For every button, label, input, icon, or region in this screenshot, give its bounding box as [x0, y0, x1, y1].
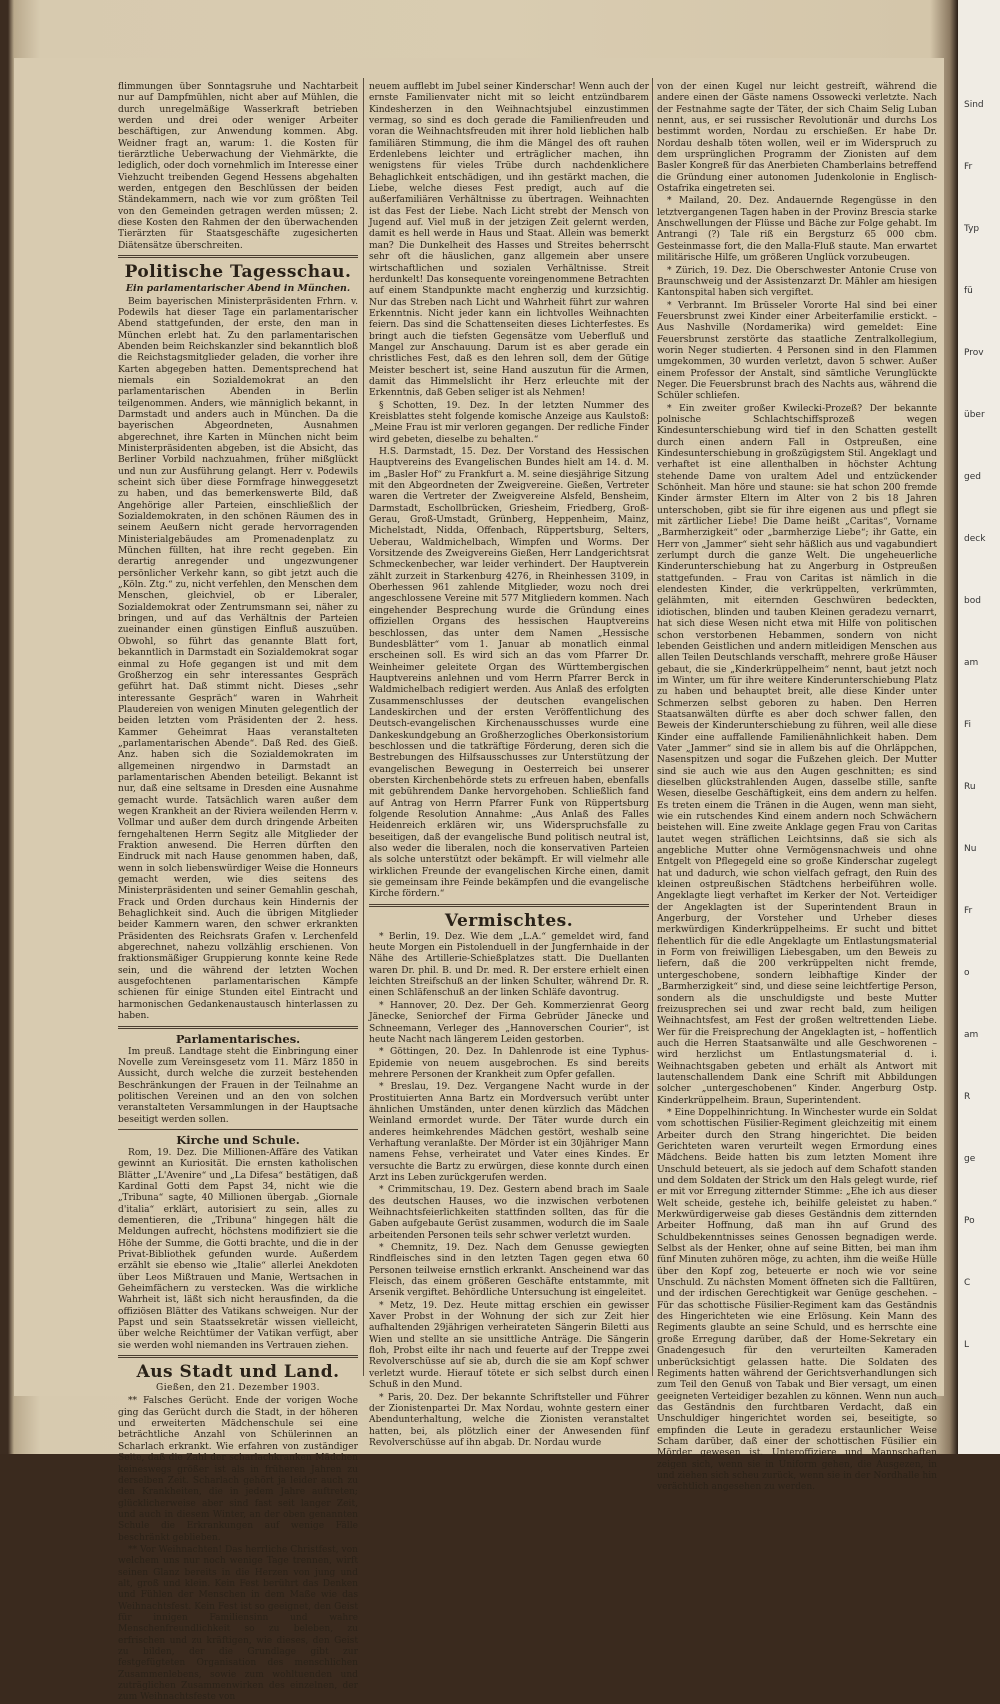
edge-fragment: Ru	[964, 782, 976, 792]
edge-fragment: fü	[964, 286, 973, 296]
edge-fragment: deck	[964, 534, 986, 544]
heading-politische-tagesschau: Politische Tagesschau.	[124, 262, 352, 283]
article-darmstadt: H.S. Darmstadt, 15. Dez. Der Vorstand des Hessischen Hauptvereins des Evangelischen Bundes hielt am 14. d. M. im „Basler Hof“ zu Frankfurt a. M. seine diesjährige Sitzung mit den Abgeordneten der Zweigvereine. Gießen, Vertreter waren die Vertreter der Zweigvereine Alsfeld, Bensheim, Darmstadt, Eschollbrücken, Griesheim, Friedberg, Groß-Gerau, Groß-Umstadt, Grünberg, Heppenheim, Mainz, Michelstadt, Nidda, Offenbach, Rüppertsburg, Selters, Ueberau, Waldmichelbach, Wimpfen und Worms. Der Vorsitzende des Zweigvereins Gießen, Herr Landgerichtsrat Schmeckenbecher, war leider verhindert. Der Hauptverein zählt zurzeit in Starkenburg 4276, in Rheinhessen 3109, in Oberhessen 961 zahlende Mitglieder, wozu noch drei angeschlossene Vereine mit 577 Mitgliedern kommen. Nach eingehender Besprechung wurde die Gründung eines offiziellen Organs des hessischen Hauptvereins beschlossen, das unter dem Namen „Hessische Bundesblätter“ vom 1. Januar ab monatlich einmal erscheinen soll. Es wird sich an das vom Pfarrer Dr. Weinheimer geleitete Organ des Württembergischen Hauptvereins anlehnen und vom Herrn Pfarrer Berck in Waldmichelbach redigiert werden. Aus Anlaß des erfolgten Zusammenschlusses der deutschen evangelischen Landeskirchen und der ersten Veröffentlichung des Deutsch-evangelischen Kirchenausschusses wurde eine Dankeskundgebung an Großherzogliches Oberkonsistorium beschlossen und die tatkräftige Förderung, deren sich die Bestrebungen des Hilfsausschusses zur Unterstützung der evangelischen Bewegung in Oesterreich bei unserer obersten Kirchenbehörde stets zu erfreuen haben, ebenfalls mit gebührendem Danke hervorgehoben. Schließlich fand auf Antrag von Herrn Pfarrer Funk von Rüppertsburg folgende Resolution Annahme: „Aus Anlaß des Falles Heidenreich erklären wir, uns Widerspruchsfalle zu beseitigen, daß der evangelische Bund politisch neutral ist, also weder die liberalen, noch die konservativen Parteien als solche unterstützt oder bekämpft. Er will vielmehr alle wirklichen Freunde der evangelischen Kirche einen, damit sie gemeinsam ihre Feinde bekämpfen und die evangelische Kirche fördern.“	[369, 447, 649, 900]
article-metz: * Metz, 19. Dez. Heute mittag erschien ein gewisser Xaver Probst in der Wohnung der sich zur Zeit hier aufhaltenden 29jährigen verheirateten Sängerin Biletti aus Wien und stellte an sie unsittliche Anträge. Die Sängerin floh, Probst eilte ihr nach und feuerte auf der Treppe zwei Revolverschüsse auf sie ab, durch die sie am Kopf schwer verletzt wurde. Hierauf tötete er sich selbst durch einen Schuß in den Mund.	[369, 1300, 649, 1391]
newspaper-page	[14, 58, 944, 1703]
edge-fragment: Typ	[964, 224, 980, 234]
article-falsches-geruecht: ** Falsches Gerücht. Ende der vorigen Woche ging das Gerücht durch die Stadt, in der höheren und erweiterten Mädchenschule sei eine beträchtliche Anzahl von Schülerinnen an Scharlach erkrankt. Wie erfahren von zuständiger Seite, daß die Zahl der scharlachkranken Mädchen keineswegs größer ist als in früheren Jahren zu derselben Zeit. Scharlach gehört ja leider auch zu den Krankheiten, die in jedem Jahre auftreten; glücklicherweise aber sind fast seit langer Zeit, und auch in diesem Winter, an der oben genannten Schule die Erkrankungen auf wenige Fälle beschränkt geblieben.	[118, 1396, 358, 1543]
edge-fragment: Nu	[964, 844, 977, 854]
article-kwilecki-prozess: * Ein zweiter großer Kwilecki-Prozeß? Der bekannte polnische Schlachtschiffsprozeß wegen Kindesunterschiebung wird tief in den Schatten gestellt durch einen andern Fall in Ostpreußen, eine Kindesunterschiebung in großzügigstem Stil. Angeklagt und verhaftet ist eine allenthalben in höchster Achtung stehende Dame von uraltem Adel und entzückender Schönheit. Man höre und staune: sie hat schon 200 fremde Kinder ärmster Eltern im Alter von 2 bis 18 Jahren unterschoben, gibt sie für ihre eigenen aus und pflegt sie mit zärtlicher Liebe! Die Dame heißt „Caritas“, Vorname „Barmherzigkeit“ oder „barmherzige Liebe“; ihr Gatte, ein Herr von „Jammer“ sieht sehr häßlich aus und vagabundiert zerlumpt durch die ganze Welt. Die ungeheuerliche Kinderunterschiebung hat zu Angerburg in Ostpreußen stattgefunden. – Frau von Caritas ist nämlich in die elendesten Kinder, die verkrüppelten, verkrümmten, gelähmten, mit eiternden Geschwüren bedeckten, idiotischen, blinden und tauben Kleinen geradezu vernarrt, hat sich diese Wesen nicht etwa mit Hilfe von politischen schon verstorbenen Hebammen, sondern von nicht lebenden Geistlichen und andern mitleidigen Menschen aus allen Teilen Deutschlands verschafft, mehrere große Häuser gebaut, die sie „Kinderkrüppelheim“ nennt, baut jetzt noch im Winter, um für ihre weitere Kinderunterschiebung Platz zu haben und behauptet breit, alle diese Kinder unter Schmerzen selbst geboren zu haben. Den Herren Staatsanwälten dürfte es aber doch schwer fallen, den Beweis der Kinderunterschiebung zu führen, weil alle diese Kinder eine auffallende Familienähnlichkeit haben. Dem Vater „Jammer“ sind sie in allem bis auf die Ohrläppchen, Nasenspitzen und sogar die Fußzehen gleich. Der Mutter sind sie auch wie aus den Augen geschnitten; es sind dieselben glückstrahlenden Augen, dasselbe stille, sanfte Wesen, dieselbe Geschäftigkeit, eins dem andern zu helfen. Es treten einem die Tränen in die Augen, wenn man sieht, wie ein rutschendes Kind einem andern noch Schwächern beistehen will. Eine zweite Anklage gegen Frau von Caritas lautet wegen sträflichen Leichtsinns, daß sie sich als angebliche Mutter ohne Vermögensnachweis und ohne Entgelt von Pflegegeld eine so große Kinderschar zugelegt hat und dadurch, wie schon vielfach gefragt, den Ruin des kleinen ostpreußischen Städtchens herbeiführen wolle. Angeklagte liegt verhaftet im Kerker der Not. Verteidiger der Angeklagten ist der Superintendent Braun in Angerburg, der Vorsteher und Urheber dieses merkwürdigen Kinderkrüppelheims. Er sucht und bittet flehentlich für die edle Angeklagte um Entlastungsmaterial in Form von freiwilligen Liebesgaben, um den Beweis zu liefern, daß die 200 verkrüppelten nicht fremde, untergeschobene, sondern leibhaftige Kinder der „Barmherzigkeit“ sind, und diese seine leichtfertige Person, sondern als die unschuldigste und beste Mutter freizusprechen sei und zwar recht bald, zum heiligen Weihnachtsfest, am Fest der großen weltrettenden Liebe. Wer für die Freisprechung der Angeklagten ist, – hoffentlich auch die Herren Staatsanwälte und alle Geschworenen – wird herzlichst um Entlastungsmaterial d. i. Weihnachtsgaben gebeten und erhält als Antwort mit lautenschallendem Dank eine Schrift mit Abbildungen solcher „untergeschobenen“ Kinder. Angerburg Ostp. Kinderkrüppelheim. Braun, Superintendent.	[657, 403, 937, 1106]
dateline: Gießen, den 21. Dezember 1903.	[156, 1383, 320, 1394]
edge-fragment: Po	[964, 1216, 975, 1226]
heading-parlamentarisches: Parlamentarisches.	[175, 1031, 301, 1046]
edge-fragment: Fr	[964, 906, 973, 916]
edge-fragment: Fr	[964, 162, 973, 172]
article-breslau: * Breslau, 19. Dez. Vergangene Nacht wurde in der Prostituierten Anna Bartz ein Mordversuch verübt unter ähnlichen Umständen, unter denen kürzlich das Mädchen Weinland ermordet wurde. Der Täter wurde durch ein anderes heimkehrendes Mädchen gestört, weshalb seine Verhaftung veranlaßte. Der Mörder ist ein 30jähriger Mann namens Fehse, verheiratet und Vater eines Kindes. Er versuchte die Bartz zu erwürgen, diese konnte durch einen Arzt ins Leben zurückgerufen werden.	[369, 1082, 649, 1183]
edge-fragment: über	[964, 410, 985, 420]
article-crimmitschau: * Crimmitschau, 19. Dez. Gestern abend brach im Saale des deutschen Hauses, wo die inzwischen verbotenen Weihnachtsfeierlichkeiten stattfinden sollten, das für die Gaben aufgebaute Gerüst zusammen, wodurch die im Saale arbeitenden Personen teils sehr schwer verletzt wurden.	[369, 1185, 649, 1241]
section-divider	[118, 255, 358, 258]
subheading-parlamentarischer-abend: Ein parlamentarischer Abend in München.	[125, 283, 351, 295]
article-verbrannt: * Verbrannt. Im Brüsseler Vororte Hal sind bei einer Feuersbrunst zwei Kinder einer Arbeiterfamilie erstickt. – Aus Nashville (Nordamerika) wird gemeldet: Eine Feuersbrunst zerstörte das staatliche Zentralkollegium, worin Neger studierten. 4 Personen sind in den Flammen umgekommen, 30 wurden verletzt, davon 5 schwer. Außer einem Professor der Anstalt, sind sämtliche Verunglückte Neger. Die Feuersbrunst brach des Nachts aus, während die Schüler schliefen.	[657, 300, 937, 402]
article-chemnitz: * Chemnitz, 19. Dez. Nach dem Genusse gewiegten Rindfleisches sind in den letzten Tagen gegen etwa 60 Personen teilweise ernstlich erkrankt. Anscheinend war das Fleisch, das einem größeren Geschäfte entstammte, mit Arsenik vergiftet. Behördliche Untersuchung ist eingeleitet.	[369, 1243, 649, 1299]
article-parlamentarisches: Im preuß. Landtage steht die Einbringung einer Novelle zum Vereinsgesetz vom 11. März 1850 in Aussicht, durch welche die zurzeit bestehenden Beschränkungen der Frauen in der Teilnahme an politischen Vereinen und an den von solchen veranstalteten Versammlungen in der Hauptsache beseitigt werden sollen.	[118, 1046, 358, 1125]
section-divider	[118, 1026, 358, 1029]
edge-fragment: Prov	[964, 348, 984, 358]
article-schotten: § Schotten, 19. Dez. In der letzten Nummer des Kreisblattes steht folgende komische Anzeige aus Kaulstoß: „Meine Frau ist mir verloren gegangen. Der redliche Finder wird gebeten, dieselbe zu behalten.“	[369, 400, 649, 445]
edge-fragment: Fi	[964, 720, 972, 730]
section-divider	[118, 1129, 358, 1130]
edge-fragment: R	[964, 1092, 971, 1102]
article-zuerich: * Zürich, 19. Dez. Die Oberschwester Antonie Cruse von Braunschweig und der Assistenzarzt Dr. Mähler am hiesigen Kantonspital haben sich vergiftet.	[657, 265, 937, 299]
heading-kirche-und-schule: Kirche und Schule.	[176, 1132, 300, 1147]
article-kirche-und-schule: Rom, 19. Dez. Die Millionen-Affäre des Vatikan gewinnt an Kuriosität. Die ernsten katholischen Blätter „L'Avenire“ und „La Difesa“ bestätigen, daß Kardinal Gotti dem Papst 34, nicht wie die „Tribuna“ sagte, 40 Millionen übergab. „Giornale d'italia“ erklärt, autorisiert zu sein, alles zu dementieren, die „Tribuna“ hingegen hält die Meldungen aufrecht, höchstens modifiziert sie die Höhe der Summe, die Gotti brachte, und die in der Privat-Bibliothek gefunden wurde. Außerdem erzählt sie ebenso wie „Italie“ allerlei Anekdoten über Leos Mißtrauen und Manie, Wertsachen in Geheimfächern zu verstecken. Was die wirkliche Wahrheit ist, läßt sich nicht herausfinden, da die offiziösen Blätter des Vatikans schweigen. Nur der Papst und sein Staatssekretär wissen vielleicht, über welche Reichtümer der Vatikan verfügt, aber sie werden wohl niemanden ins Vertrauen ziehen.	[118, 1147, 358, 1351]
heading-aus-stadt-und-land: Aus Stadt und Land.	[136, 1362, 340, 1383]
edge-fragment: ged	[964, 472, 981, 482]
edge-fragment: o	[964, 968, 970, 978]
edge-fragment: ge	[964, 1154, 976, 1164]
article-weihnachten-continued: neuem aufflebt im Jubel seiner Kinderschar! Wenn auch der ernste Familienvater nicht mit so leicht entzündbarem Kindesherzen in den Weihnachtsjubel einzustimmen vermag, so sind es doch gerade die Familienfreuden und voran die Weihnachtsfreuden mit ihrer hold lieblichen halb familiären Stimmung, die ihm die Mängel des oft rauhen Erdenlebens leichter und erträglicher machen, ihn wenigstens für vieles Trübe durch nachdenklichere Behaglichkeit entschädigen, und ihn gestärkt machen, die Liebe, welche dieses Fest predigt, auch auf die außerfamiliären Verhältnisse zu übertragen. Weihnachten ist das Fest der Liebe. Nach Licht strebt der Mensch von Jugend auf. Viel muß in der jetzigen Zeit gelernt werden, damit es hell werde in Haus und Staat. Allein was bemerkt man? Die Dunkelheit des Hasses und Streites beherrscht sehr oft die häuslichen, ganz allgemein aber unsere wirtschaftlichen und sozialen Verhältnisse. Streit herdunkelt! Das konsequente voreingenommene Betrachten auf einem Standpunkte macht engherzig und kurzsichtig. Nur das Streben nach Licht und Wahrheit führt zur wahren Erkenntnis. Nicht jeder kann ein lichtvolles Weihnachten feiern. Das sind die Schattenseiten dieses Lichterfestes. Es bringt auch die tiefsten Gegensätze vom Ueberfluß und Mangel zur Anschauung. Darum ist es aber gerade ein christliches Fest, daß es den lehren soll, dem der Gütige Meister beschert ist, seine Hand auszutun für die Armen, damit das Himmelslicht ihr Herz erleuchte mit der Erkenntnis, daß Geben seliger ist als Nehmen!	[369, 82, 649, 399]
column-3	[657, 82, 937, 1493]
article-politische-tagesschau: Beim bayerischen Ministerpräsidenten Frhrn. v. Podewils hat dieser Tage ein parlamentarischer Abend stattgefunden, der erste, den man in München erlebt hat. Zu den parlamentarischen Abenden beim Reichskanzler sind bekanntlich bloß die Reichstagsmitglieder geladen, die vorher ihre Karten abgegeben hatten. Dementsprechend hat niemals ein Sozialdemokrat an den parlamentarischen Abenden in Berlin teilgenommen. Anders, wie männiglich bekannt, in Darmstadt und anders auch in München. Da die bayerischen Abgeordneten, Ausnahmen abgerechnet, ihre Karten in München nicht beim Ministerpräsidenten abgeben, ist die Absicht, das Berliner Vorbild nachzuahmen, früher mißglückt und nun zur Ausführung gelangt. Herr v. Podewils scheint sich über diese Formfrage hinweggesetzt zu haben, und das bemerkenswerte Bild, daß Angehörige aller Parteien, einschließlich der Sozialdemokraten, in den schönen Räumen des in seinem Aeußern nicht gerade hervorragenden Ministerialgebäudes am Promenadenplatz zu München füllten, hat ihre recht gegeben. Ein derartig anregender und ungezwungener persönlicher Verkehr kann, so gibt jetzt auch die „Köln. Ztg.“ zu, nicht verfehlen, den Menschen dem Menschen, gleichviel, ob er Liberaler, Sozialdemokrat oder Zentrumsmann sei, näher zu bringen, und auf das Verhältnis der Parteien zueinander einen günstigen Einfluß auszuüben. Obwohl, so führt das genannte Blatt fort, bekanntlich in Darmstadt ein Sozialdemokrat sogar einmal zu Hofe gegangen ist und mit dem Großherzog ein sehr interessantes Gespräch geführt hat. Daß stimmt nicht. Dieses „sehr interessante Gespräch“ waren in Wahrheit Plaudereien von wenigen Minuten gelegentlich der beiden letzten vom Präsidenten der 2. hess. Kammer Geheimrat Haas veranstalteten „parlamentarischen Abende“. Daß Red. des Gieß. Anz. haben sich die Sozialdemokraten im allgemeinen nirgendwo in Darmstadt an parlamentarischen Abenden beteiligt. Bekannt ist nur, daß eine seltsame in Dresden eine Ausnahme gemacht wurde. Tatsächlich waren außer dem wegen Krankheit an der Riviera weilenden Herrn v. Vollmar und außer dem durch dringende Arbeiten ferngehaltenen Herrn Segitz alle Mitglieder der Fraktion anwesend. Die Herren dürften den Eindruck mit nach Hause genommen haben, daß, wenn in solch liebenswürdiger Weise die Honneurs gemacht werden, wie dies seitens des Ministerpräsidenten und seiner Gemahlin geschah, Frack und Orden durchaus kein Hindernis der Behaglichkeit sind. Auch die übrigen Mitglieder beider Kammern waren, den schwer erkrankten Präsidenten des Reichsrats Grafen v. Lerchenfeld abgerechnet, nahezu vollzählig erschienen. Von fraktionsmäßiger Gruppierung konnte keine Rede sein, und die während der letzten Wochen ausgefochtenen parlamentarischen Kämpfe schienen für einige Stunden eitel Eintracht und harmonischen Gedankenaustausch hinterlassen zu haben.	[118, 296, 358, 1022]
section-divider	[118, 1355, 358, 1358]
article-paris: * Paris, 20. Dez. Der bekannte Schriftsteller und Führer der Zionistenpartei Dr. Max Nordau, wohnte gestern einer Abendunterhaltung, welche die Zionisten veranstaltet hatten, bei, als plötzlich einer der Anwesenden fünf Revolverschüsse auf ihn abgab. Dr. Nordau wurde	[369, 1392, 649, 1448]
article-mailand: * Mailand, 20. Dez. Andauernde Regengüsse in den letztvergangenen Tagen haben in der Provinz Brescia starke Anschwellungen der Flüsse und Bäche zur Folge gehabt. Im Antrangi (?) Tale riß ein Bergsturz 65 000 cbm. Gesteinmasse fort, die den Malla-Fluß staute. Man erwartet militärische Hilfe, um größeren Unglück vorzubeugen.	[657, 196, 937, 264]
edge-fragment: am	[964, 1030, 979, 1040]
article-vor-weihnachten: ** Vor Weihnachten! Das herrliche Christfest, von welchem uns nur noch wenige Tage trennen, wirft seinen Glanz bereits in die Herzen von jung und alt, groß und klein. Kein Fest berührt das Denken und Fühlen der Menschen in dem Maße wie das Weihnachtsfest. Kein Fest ist so geeignet, den Geist für innigen Familiensinn und wahre Menschenfreundlichkeit so zu beleben, zu erfrischen und zu kräftigen, wie dieses, den Geist zu bilden, der die Grundlage gibt zur festgefügteten Organisation des menschlichen Zusammenlebens, sowie zum wohltuenden und zuträglichen Zusammenwirken des einzelnen, der zum Weihnachtsfeste von	[118, 1544, 358, 1703]
column-rule-right	[652, 78, 653, 1376]
section-divider	[369, 904, 649, 907]
article-doppelhinrichtung: * Eine Doppelhinrichtung. In Winchester wurde ein Soldat vom schottischen Füsilier-Regiment gleichzeitig mit einem Arbeiter durch den Strang hingerichtet. Die beiden Gerichteten waren verurteilt wegen Ermordung eines Mädchens. Beide hatten bis zum letzten Moment ihre Unschuld beteuert, als sie jedoch auf dem Schafott standen und dem Soldaten der Strick um den Hals gelegt wurde, rief er mit vor Erregung zitternder Stimme: „Ehe ich aus dieser Welt scheide, gestehe ich, beihilfe geleistet zu haben.“ Merkwürdigerweise gab dieses Geständnis dem zitternden Arbeiter Hoffnung, daß man ihn auf Grund des Schuldbekenntnisses seines Genossen begnadigen werde. Selbst als der Henker, ohne auf seine Bitten, bei man ihm fünf Minuten zuhören möge, zu achten, ihm die weiße Hülle über den Kopf zog, beteuerte er noch wie vor seine Unschuld. Zu nächsten Moment öffneten sich die Falltüren, und der irdischen Gerechtigkeit war Genüge geschehen. – Für das schottische Füsilier-Regiment kam das Geständnis des Hingerichteten wie eine Erlösung. Kein Mann des Regiments glaubte an seine Schuld, und es herrschte eine große Erregung darüber, daß der Home-Sekretary ein Gnadengesuch für den verurteilten Kameraden unberücksichtigt gelassen hatte. Die Soldaten des Regiments hatten während der Gerichtsverhandlungen sich zum Teil den Genuß von Tabak und Bier versagt, um einen geeigneten Verteidiger bezahlen zu können. Wenn nun auch das Geständnis den furchtbaren Verdacht, daß ein Unschuldiger hingerichtet worden sei, beseitigte, so empfinden die Leute in geradezu erstaunlicher Weise Scham darüber, daß einer der schottischen Füsilier ein Mörder gewesen ist. Unteroffiziere und Mannschaften zeigen sich, wenn sie in Uniform gehen, die Ausgezen, in und ziehen sich scheu zurück, wenn sie in der Nordhalle hin verächtlich angesehen zu werden.	[657, 1107, 937, 1493]
edge-fragment: am	[964, 658, 979, 668]
heading-vermischtes: Vermischtes.	[444, 910, 574, 931]
edge-fragment: C	[964, 1278, 971, 1288]
article-berlin: * Berlin, 19. Dez. Wie dem „L.A.“ gemeldet wird, fand heute Morgen ein Pistolenduell in der Jungfernhaide in der Nähe des Artillerie-Schießplatzes statt. Die Duellanten waren Dr. phil. B. und Dr. med. R. Der erstere erhielt einen leichten Streifschuß an der linken Schulter, während Dr. R. einen Schläfenschuß an der linken Schläfe davontrug.	[369, 931, 649, 999]
article-goettingen: * Göttingen, 20. Dez. In Dahlenrode ist eine Typhus-Epidemie von neuem ausgebrochen. Es sind bereits mehrere Personen der Krankheit zum Opfer gefallen.	[369, 1047, 649, 1080]
edge-fragment: L	[964, 1340, 970, 1350]
column-2	[369, 82, 649, 1448]
edge-fragment: bod	[964, 596, 981, 606]
edge-fragment: Sind	[964, 100, 984, 110]
column-1	[118, 82, 358, 1703]
article-paris-continued: von der einen Kugel nur leicht gestreift, während die andere einen der Gäste namens Ossowecki verletzte. Nach der Festnahme sagte der Täter, der sich Chaim Selig Luban nennt, aus, er sei russischer Revolutionär und durchs Los bestimmt worden, Nordau zu erschießen. Er habe Dr. Nordau deshalb töten wollen, weil er im Widerspruch zu dem ursprünglichen Programm der Zionisten auf dem Basler Kongreß für das Anerbieten Chamberlains betreffend die Gründung einer autonomen Judenkolonie in Englisch-Ostafrika eingetreten sei.	[657, 82, 937, 195]
article-hannover: * Hannover, 20. Dez. Der Geh. Kommerzienrat Georg Jänecke, Seniorchef der Firma Gebrüder Jänecke und Schneemann, Verleger des „Hannoverschen Courier“, ist heute Nacht nach längerem Leiden gestorben.	[369, 1000, 649, 1045]
column-rule-left	[363, 78, 364, 1376]
intro-paragraph: flimmungen über Sonntagsruhe und Nachtarbeit nur auf Dampfmühlen, nicht aber auf Mühlen, die durch unregelmäßige Wasserkraft betrieben werden und drei oder weniger Arbeiter beschäftigen, zur Anwendung kommen. Abg. Weidner fragt an, warum: 1. die Kosten für tierärztliche Ueberwachung der Viehmärkte, die lediglich, oder doch vornehmlich im Interesse einer Viehzucht treibenden Gegend Hessens abgehalten werden, entgegen den Beschlüssen der beiden Ständekammern, nach wie vor zum größten Teil von den Gemeinden getragen werden müssen; 2. diese Kosten den Rahmen der den überwachenden Tierärzten für Staatsgeschäfte zugesicherten Diätensätze überschreiten.	[118, 82, 358, 251]
